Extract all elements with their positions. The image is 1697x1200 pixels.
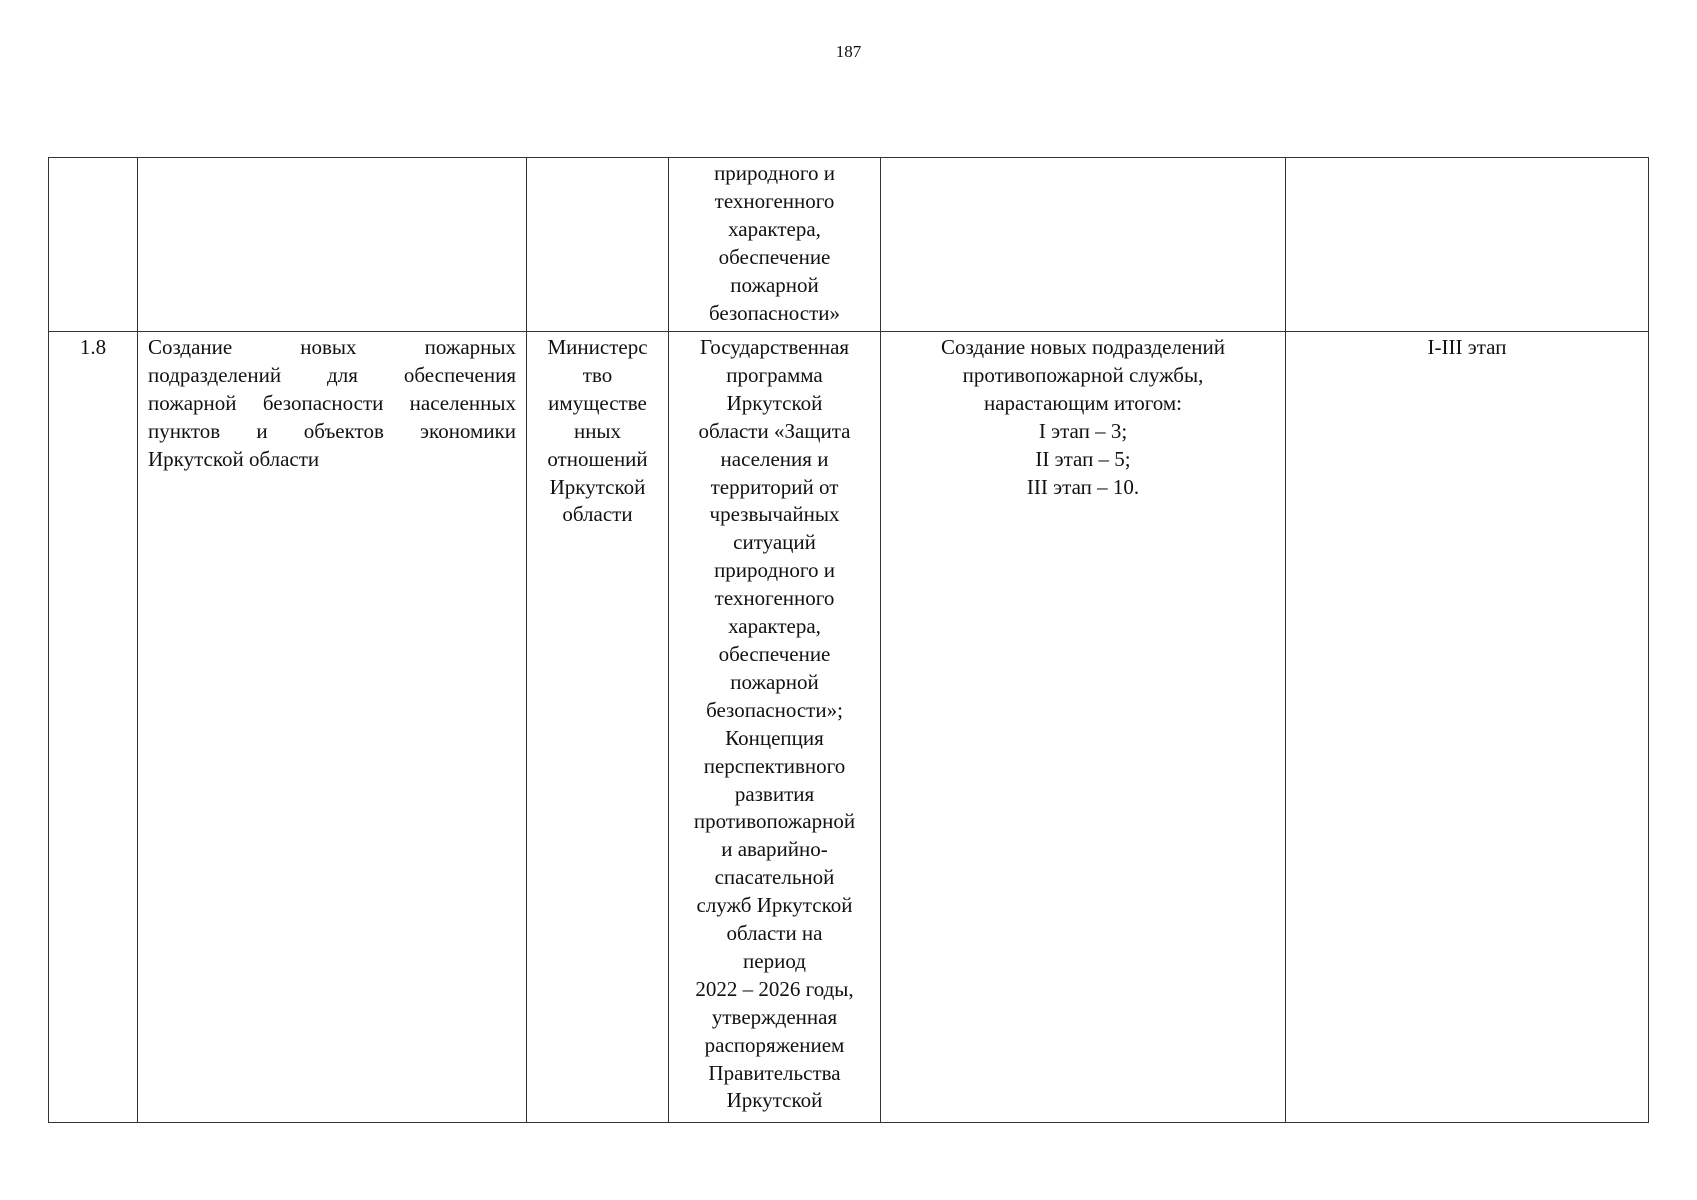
result-line: I этап – 3; — [1038, 418, 1128, 443]
document-line: противопожарной — [693, 809, 856, 834]
result-line: противопожарной службы, — [962, 362, 1204, 387]
executor-line: нных — [573, 418, 622, 443]
document-line: территорий от — [710, 474, 839, 499]
document-line: период — [743, 948, 806, 973]
document-line: спасательной — [714, 865, 835, 890]
cell-document-continuation — [669, 158, 881, 332]
cell-stage: I-III этап — [1286, 332, 1649, 1123]
document-line: обеспечение — [718, 641, 831, 666]
document-line: природного и — [714, 558, 835, 583]
cell-name-empty — [138, 158, 527, 332]
executor-line: Иркутской — [549, 474, 646, 499]
document-line: развития — [734, 781, 815, 806]
cell-executor — [527, 332, 669, 1123]
executor-line: имуществе — [548, 390, 647, 415]
executor-line: Министерс — [547, 335, 648, 359]
document-line: техногенного — [714, 586, 835, 611]
cell-number: 1.8 — [49, 332, 138, 1123]
document-line: техногенного — [714, 188, 835, 213]
document-line: обеспечение — [718, 244, 831, 269]
document-line: безопасности» — [708, 300, 841, 325]
measures-table — [48, 157, 1649, 1123]
document-line: распоряжением — [704, 1032, 845, 1057]
executor-line: области — [562, 502, 633, 527]
cell-executor-empty — [527, 158, 669, 332]
document-line: Иркутской — [726, 1088, 823, 1113]
result-line: II этап – 5; — [1035, 446, 1131, 471]
document-line: пожарной — [730, 669, 819, 694]
document-line: пожарной — [730, 272, 819, 297]
document-line: населения и — [720, 446, 829, 471]
document-line: области на — [726, 921, 823, 946]
result-line: нарастающим итогом: — [983, 390, 1183, 415]
page-number: 187 — [835, 42, 862, 61]
document-line: утвержденная — [711, 1004, 838, 1029]
result-line: III этап – 10. — [1026, 474, 1140, 499]
cell-stage-empty — [1286, 158, 1649, 332]
document-line: характера, — [728, 216, 821, 241]
cell-number-empty — [49, 158, 138, 332]
document-line: Правительства — [708, 1060, 841, 1085]
document-line: и аварийно- — [721, 837, 828, 862]
document-line: области «Защита — [698, 418, 851, 443]
document-line: ситуаций — [733, 530, 816, 555]
document-line: безопасности»; — [706, 697, 843, 722]
result-line: Создание новых подразделений — [940, 335, 1226, 359]
document-line: Государственная — [699, 335, 850, 359]
cell-document — [669, 332, 881, 1123]
document-line: перспективного — [703, 753, 846, 778]
table-row-continuation — [49, 158, 1649, 332]
table-row-1-8 — [49, 332, 1649, 1123]
cell-result-empty — [881, 158, 1286, 332]
document-line: 2022 – 2026 годы, — [695, 976, 854, 1001]
executor-line: тво — [582, 362, 613, 387]
document-line: служб Иркутской — [696, 893, 853, 918]
document-line: природного и — [714, 161, 835, 185]
document-line: программа — [726, 362, 823, 387]
document-line: Иркутской — [726, 390, 823, 415]
executor-line: отношений — [547, 446, 648, 471]
document-line: характера, — [728, 614, 821, 639]
cell-expected-result — [881, 332, 1286, 1123]
document-line: Концепция — [725, 725, 824, 750]
document-line: чрезвычайных — [709, 502, 840, 527]
cell-measure-name: Создание новых пожарных подразделений для обеспечения пожарной безопасности населенных пунктов и объектов экономики Иркутской области — [138, 332, 527, 1123]
